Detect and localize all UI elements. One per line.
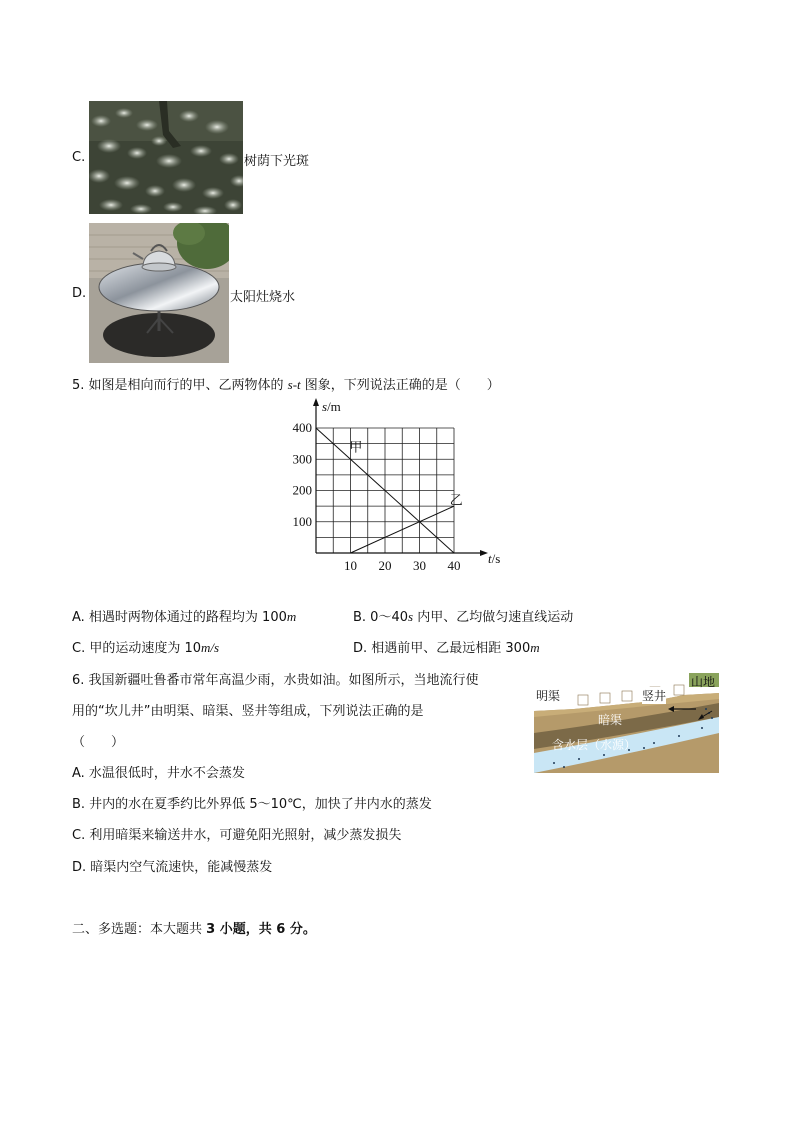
section-2-count: 3: [206, 922, 216, 937]
q5-option-d-unit: m: [530, 640, 540, 655]
series-label-yi: 乙: [449, 493, 463, 509]
q6-option-a[interactable]: A. 水温很低时，井水不会蒸发: [72, 766, 245, 781]
x-tick-label: 20: [378, 558, 392, 573]
q5-option-a-text: A. 相遇时两物体通过的路程均为 100: [72, 610, 287, 625]
y-tick-label: 100: [292, 513, 312, 529]
karez-label-mountain: 山地: [691, 675, 716, 689]
q5-option-c[interactable]: [72, 637, 219, 656]
x-tick-label: 30: [413, 558, 426, 573]
section-2-mid: 小题，共: [215, 922, 277, 937]
section-2-heading: [72, 918, 316, 937]
q5-option-b-unit: s: [408, 609, 414, 624]
st-graph-svg: [284, 395, 514, 580]
q5-option-d-text: D. 相遇前甲、乙最远相距 300: [353, 641, 531, 656]
q5-option-a[interactable]: [72, 606, 296, 625]
q6-answer-blank: （ ）: [72, 735, 125, 750]
karez-label-open-channel: 明渠: [536, 689, 561, 703]
x-axis-label: t/s: [488, 551, 501, 566]
q5-option-a-unit: m: [286, 609, 297, 624]
y-tick-label: 400: [292, 420, 312, 435]
q5-st-chart: [284, 395, 514, 580]
option-c-caption: 树荫下光斑: [244, 154, 310, 169]
sunlight-spots-under-tree-photo: [89, 101, 243, 214]
section-2-score: 6: [276, 922, 286, 937]
section-2-end: 分。: [285, 922, 316, 937]
q5-stem: [72, 374, 500, 393]
q6-stem-line1: 6. 我国新疆吐鲁番市常年高温少雨，水贵如油。如图所示，当地流行使: [72, 673, 479, 688]
q6-option-b[interactable]: B. 井内的水在夏季约比外界低 5～10℃，加快了井内水的蒸发: [72, 797, 432, 812]
x-tick-label: 10: [344, 558, 357, 573]
karez-label-hidden-channel: 暗渠: [598, 713, 623, 727]
q5-option-b-text-end: 内甲、乙均做匀速直线运动: [413, 610, 574, 625]
option-d-caption: 太阳灶烧水: [230, 290, 296, 305]
y-axis-arrow: [313, 398, 319, 406]
series-label-jia: 甲: [349, 440, 363, 456]
q5-option-d[interactable]: [353, 637, 540, 656]
q5-stem-part2: 图象，下列说法正确的是（ ）: [300, 378, 500, 393]
q5-stem-part1: 5. 如图是相向而行的甲、乙两物体的: [72, 378, 288, 393]
solar-cooker-kettle-photo: [89, 223, 229, 363]
option-c-letter: C.: [72, 150, 86, 165]
section-2-title: 二、多选题：本大题共: [72, 922, 207, 937]
x-tick-label: 40: [447, 558, 461, 573]
q5-stem-var: s-t: [287, 377, 301, 392]
q6-stem-line2: 用的“坎儿井”由明渠、暗渠、竖井等组成，下列说法正确的是: [72, 704, 424, 719]
karez-label-aquifer: 含水层（水源）: [552, 738, 637, 752]
option-d-letter: D.: [72, 286, 87, 301]
y-axis-label: s/m: [322, 399, 341, 414]
q5-option-b[interactable]: [353, 606, 573, 625]
y-tick-label: 300: [292, 451, 312, 467]
q6-option-d[interactable]: D. 暗渠内空气流速快，能减慢蒸发: [72, 860, 273, 875]
karez-label-vertical-well: 竖井: [642, 689, 667, 703]
x-axis-arrow: [480, 550, 488, 556]
q5-option-b-text: B. 0～40: [353, 610, 408, 625]
y-tick-label: 200: [292, 482, 312, 498]
q5-option-c-unit: m/s: [201, 640, 220, 655]
q5-option-c-text: C. 甲的运动速度为 10: [72, 641, 202, 656]
karez-well-diagram: [534, 673, 719, 773]
q6-option-c[interactable]: C. 利用暗渠来输送井水，可避免阳光照射，减少蒸发损失: [72, 828, 402, 843]
